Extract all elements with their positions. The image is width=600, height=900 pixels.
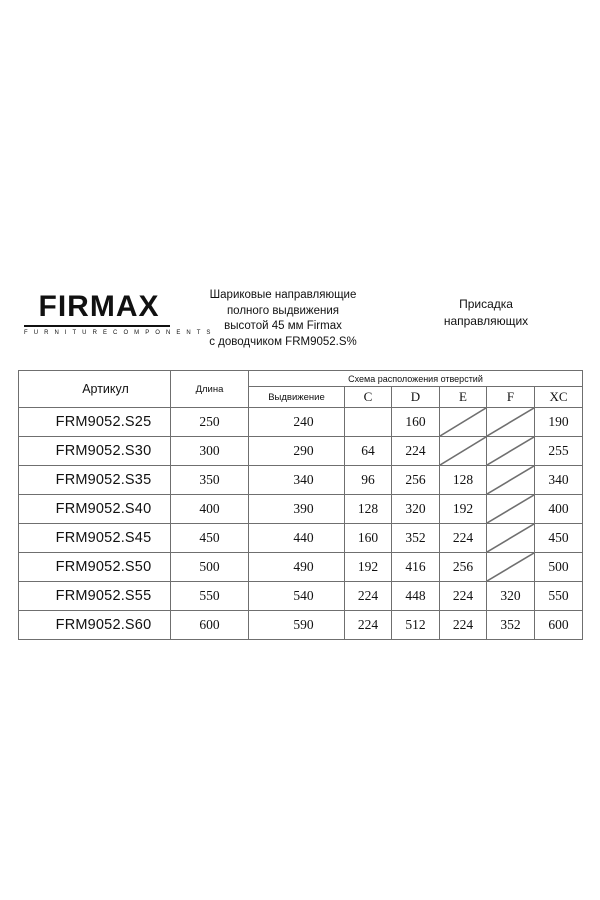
cell-xc: 600	[535, 611, 583, 640]
table-row	[19, 582, 583, 611]
cell-e: 256	[440, 553, 487, 582]
cell-article: FRM9052.S25	[19, 408, 171, 437]
cell-c: 64	[345, 437, 392, 466]
empty-cell-slash-icon	[487, 466, 534, 494]
column-header-article: Артикул	[19, 371, 171, 408]
cell-article: FRM9052.S60	[19, 611, 171, 640]
cell-e: 224	[440, 524, 487, 553]
cell-xc: 500	[535, 553, 583, 582]
cell-d: 512	[392, 611, 440, 640]
cell-length: 250	[171, 408, 249, 437]
cell-article: FRM9052.S35	[19, 466, 171, 495]
cell-extension: 440	[249, 524, 345, 553]
cell-f	[487, 553, 535, 582]
cell-extension: 590	[249, 611, 345, 640]
specification-table-wrapper	[18, 370, 582, 640]
cell-length: 550	[171, 582, 249, 611]
logo-wordmark: FIRMAX	[38, 290, 160, 323]
table-row	[19, 524, 583, 553]
empty-cell-slash-icon	[487, 524, 534, 552]
cell-length: 300	[171, 437, 249, 466]
column-header-length: Длина	[171, 371, 249, 408]
table-row	[19, 553, 583, 582]
cell-xc: 340	[535, 466, 583, 495]
cell-extension: 390	[249, 495, 345, 524]
cell-xc: 550	[535, 582, 583, 611]
cell-xc: 190	[535, 408, 583, 437]
cell-extension: 490	[249, 553, 345, 582]
cell-xc: 450	[535, 524, 583, 553]
cell-length: 400	[171, 495, 249, 524]
drilling-subtitle-line-2: направляющих	[443, 314, 529, 328]
product-title-line-2: полного выдвижения	[226, 304, 340, 317]
cell-xc: 255	[535, 437, 583, 466]
cell-c: 192	[345, 553, 392, 582]
cell-d: 448	[392, 582, 440, 611]
cell-extension: 340	[249, 466, 345, 495]
cell-f	[487, 408, 535, 437]
drilling-subtitle	[396, 296, 576, 330]
column-header-e: E	[440, 387, 487, 408]
cell-f: 320	[487, 582, 535, 611]
specification-table	[18, 370, 583, 640]
empty-cell-slash-icon	[487, 437, 534, 465]
cell-d: 256	[392, 466, 440, 495]
cell-c: 96	[345, 466, 392, 495]
cell-f: 352	[487, 611, 535, 640]
logo-divider	[24, 325, 170, 327]
cell-article: FRM9052.S45	[19, 524, 171, 553]
cell-article: FRM9052.S55	[19, 582, 171, 611]
empty-cell-slash-icon	[487, 553, 534, 581]
column-header-d: D	[392, 387, 440, 408]
product-title-line-4: с доводчиком FRM9052.S%	[209, 335, 357, 348]
cell-c: 224	[345, 582, 392, 611]
empty-cell-slash-icon	[440, 437, 486, 465]
cell-xc: 400	[535, 495, 583, 524]
cell-article: FRM9052.S30	[19, 437, 171, 466]
cell-article: FRM9052.S40	[19, 495, 171, 524]
empty-cell-slash-icon	[440, 408, 486, 436]
cell-c: 128	[345, 495, 392, 524]
cell-f	[487, 437, 535, 466]
cell-f	[487, 495, 535, 524]
cell-d: 352	[392, 524, 440, 553]
cell-e	[440, 408, 487, 437]
table-row	[19, 495, 583, 524]
column-header-extension: Выдвижение	[249, 387, 345, 408]
table-row	[19, 466, 583, 495]
cell-f	[487, 524, 535, 553]
cell-e: 128	[440, 466, 487, 495]
product-title-line-3: высотой 45 мм Firmax	[224, 320, 342, 332]
column-group-header-scheme: Схема расположения отверстий	[249, 371, 583, 387]
column-header-xc: XC	[535, 387, 583, 408]
cell-e: 224	[440, 582, 487, 611]
table-head	[19, 371, 583, 408]
column-header-f: F	[487, 387, 535, 408]
cell-c: 160	[345, 524, 392, 553]
drilling-subtitle-line-1: Присадка	[459, 297, 513, 311]
cell-length: 350	[171, 466, 249, 495]
cell-length: 600	[171, 611, 249, 640]
cell-f	[487, 466, 535, 495]
logo-tagline: F U R N I T U R E C O M P O N E N T S	[24, 330, 213, 336]
cell-extension: 290	[249, 437, 345, 466]
cell-c: 224	[345, 611, 392, 640]
cell-d: 224	[392, 437, 440, 466]
column-header-c: C	[345, 387, 392, 408]
empty-cell-slash-icon	[487, 495, 534, 523]
cell-d: 416	[392, 553, 440, 582]
product-title-line-1: Шариковые направляющие	[209, 289, 357, 301]
cell-e: 224	[440, 611, 487, 640]
table-row	[19, 408, 583, 437]
cell-e	[440, 437, 487, 466]
cell-d: 320	[392, 495, 440, 524]
document-header	[0, 278, 600, 366]
empty-cell-slash-icon	[487, 408, 534, 436]
table-body	[19, 408, 583, 640]
cell-extension: 240	[249, 408, 345, 437]
cell-e: 192	[440, 495, 487, 524]
firmax-logo	[24, 290, 213, 336]
table-row	[19, 611, 583, 640]
cell-d: 160	[392, 408, 440, 437]
table-row	[19, 437, 583, 466]
cell-extension: 540	[249, 582, 345, 611]
table-header-row-top	[19, 371, 583, 387]
cell-length: 500	[171, 553, 249, 582]
cell-c	[345, 408, 392, 437]
cell-article: FRM9052.S50	[19, 553, 171, 582]
product-title	[178, 288, 388, 350]
cell-length: 450	[171, 524, 249, 553]
